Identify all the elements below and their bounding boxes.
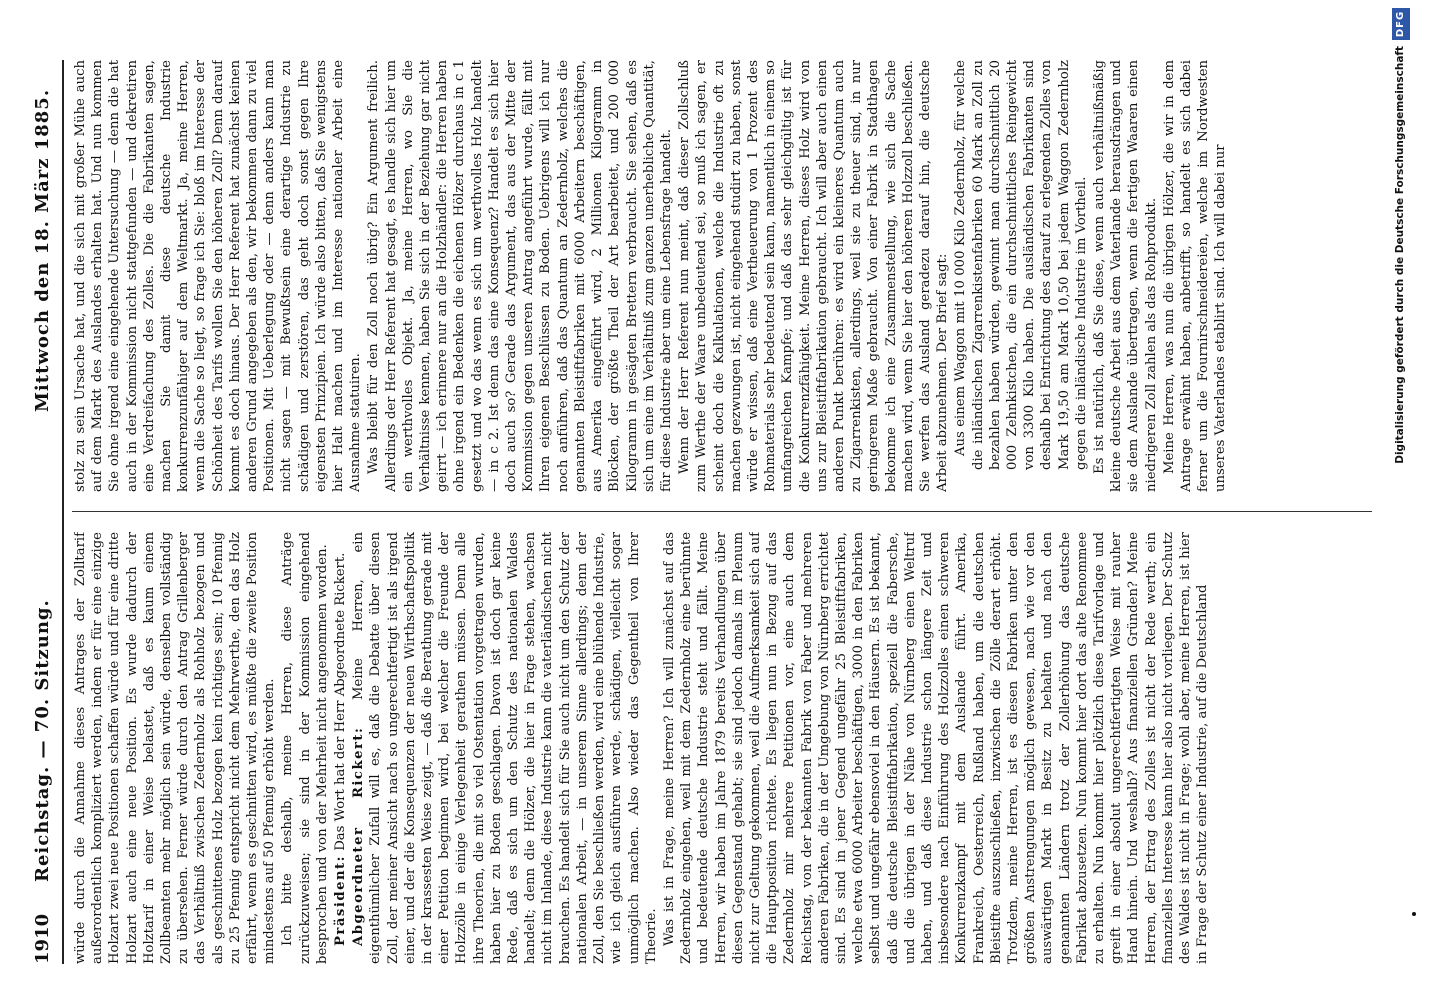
- header-rule: [62, 60, 64, 964]
- paragraph: [952, 60, 1090, 470]
- paragraph: [350, 532, 660, 964]
- paragraph-text: Wenn der Herr Referent nun meint, daß dieser Zollschluß zum Werthe der Waare unbedeutend sei, so muß ich sagen, er scheint doch die Kalkulationen, welche die Industrie oft zu machen gezwungen ist, nicht eingehend studirt zu haben, sonst würde er wissen, daß eine Vertheuerung von 1 Prozent des Rohmaterials sehr bedeutend sein kann, namentlich in einem so umfangreichen Kampfe; und daß das sehr gleichgültig ist für die Konkurrenzfähigkeit. Meine Herren, dieses Holz wird von uns zur Bleistiftfabrikation gebraucht. Ich will aber auch einen anderen Punkt berühren: es wird ein kleineres Quantum auch zu Zigarrenkisten, allerdings, weil sie zu theuer sind, in nur geringerem Maße gebraucht. Von einer Fabrik in Stadthagen bekomme ich eine Zusammenstellung, wie sich die Sache machen wird, wenn Sie hier den höheren Holzzoll beschließen. Sie werfen das Ausland geradezu darauf hin, die deutsche Arbeit abzunehmen. Der Brief sagt:: [677, 60, 951, 492]
- header-right-title: Mittwoch den 18. März 1885.: [32, 88, 53, 412]
- dfg-logo: DFG: [1392, 8, 1410, 40]
- paragraph: [332, 532, 349, 964]
- paragraph: [1091, 60, 1160, 492]
- speaker-name: Abgeordneter Rickert:: [351, 726, 367, 946]
- paragraph-text: Meine Herren, ein eigenthümlicher Zufall will es, daß die Debatte über diesen Zoll, der meiner Ansicht nach so ungerechtfertigt ist als irgend einer, und der die Konsequenzen der neuen Wirthschaftspolitik in der krassesten Weise zeigt, — daß die Berathung gerade mit einer Petition beginnen wird, bei welcher die Freunde der Holzzölle in einige Verlegenheit gerathen müssen. Denn alle ihre Theorien, die mit so viel Ostentation vorgetragen wurden, haben hier zu Boden geschlagen. Davon ist doch gar keine Rede, daß es sich um den Schutz des nationalen Waldes handelt; denn die Hölzer, die hier in Frage stehen, wachsen nicht im Inlande, diese Industrie kann die vaterländischen nicht brauchen. Es handelt sich für Sie auch nicht um den Schutz der nationalen Arbeit, — in unserem Sinne allerdings; denn der Zoll, den Sie beschließen werden, wird eine blühende Industrie, wie ich gleich ausführen werde, schädigen, vielleicht sogar unmöglich machen. Also wieder das Gegentheil von Ihrer Theorie.: [351, 532, 659, 964]
- paragraph: [72, 60, 364, 492]
- page-header: [32, 60, 58, 964]
- paragraph-text: Was ist in Frage, meine Herren? Ich will zunächst auf das Zedernholz eingehen, weil mit dem Zedernholz eine berühmte und bedeutende deutsche Industrie steht und fällt. Meine Herren, wir haben im Jahre 1879 bereits Verhandlungen über diesen Gegenstand gehabt; sie sind jedoch damals im Plenum nicht zur Geltung gekommen, weil die Aufmerksamkeit sich auf die Hauptposition richtete. Es liegen nun in Bezug auf das Zedernholz mir mehrere Petitionen vor, eine auch dem Reichstag, von der bekannten Fabrik von Faber und mehreren anderen Fabriken, die in der Umgebung von Nürnberg errichtet sind. Es sind in jener Gegend ungefähr 25 Bleistiftfabriken, welche etwa 6000 Arbeiter beschäftigen, 3000 in den Fabriken selbst und ungefähr ebensoviel in den Häusern. Es ist bekannt, daß die deutsche Bleistiftfabrikation, speziell die Fabersche, und die übrigen in der Nähe von Nürnberg einen Weltruf haben, und daß diese Industrie schon längere Zeit und insbesondere nach Einführung des Holzzolles einen schweren Konkurrenzkampf mit dem Auslande führt. Amerika, Frankreich, Oesterreich, Rußland haben, um die deutschen Bleistifte auszuschließen, inzwischen die Zölle derart erhöht. Trotzdem, meine Herren, ist es diesen Fabriken unter den größten Anstrengungen möglich gewesen, nach wie vor den auswärtigen Markt in Besitz zu behalten und nach den genannten Ländern trotz der Zollerhöhung das deutsche Fabrikat abzusetzen. Nun kommt hier dort das alte Renommee zu erhalten. Nun kommt hier plötzlich diese Tarifvorlage und greift in einer absolut ungerechtfertigten Weise mit rauher Hand hinein. Und weshalb? Aus finanziellen Gründen? Meine Herren, der Ertrag des Zolles ist nicht der Rede werth; ein finanzielles Interesse kann hier also nicht vorliegen. Der Schutz des Waldes ist nicht in Frage; wohl aber, meine Herren, ist hier in Frage der Schutz einer Industrie, auf die Deutschland: [661, 532, 1211, 964]
- stamp-text: Digitalisierung gefördert durch die Deutsche Forschungsgemeinschaft: [1394, 46, 1406, 464]
- paragraph-text: stolz zu sein Ursache hat, und die sich mit großer Mühe auch auf dem Markt des Auslandes erhalten hat. Und nun kommen Sie ohne irgend eine eingehende Untersuchung — denn die hat auch in der Kommission nicht stattgefunden — und dekretiren eine Verdreifachung des Zolles. Die die Fabrikanten sagen, machen Sie damit diese deutsche Industrie konkurrenzunfähiger auf dem Weltmarkt. Ja, meine Herren, wenn die Sache so liegt, so frage ich Sie: bloß im Interesse der Schönheit des Tarifs wollen Sie den höheren Zoll? Denn darauf kommt es doch hinaus. Der Herr Referent hat zunächst keinen anderen Grund angegeben als den, wir bekommen dann zu viel Positionen. Mit Ueberlegung oder — denn anders kann man nicht sagen — mit Bewußtsein eine derartige Industrie zu schädigen und zerstören, das geht doch sonst gegen Ihre eigensten Prinzipien. Ich würde also bitten, daß Sie wenigstens hier Halt machen und im Interesse nationaler Arbeit eine Ausnahme statuiren.: [73, 60, 364, 492]
- paragraph: [279, 532, 331, 964]
- speaker-name: Präsident:: [333, 854, 349, 946]
- paragraph-text: Meine Herren, was nun die übrigen Hölzer, die wir in dem Antrage erwähnt haben, anbetrifft, so handelt es sich dabei ferner um die Fournirschneidereien, welche im Nordwesten unseres Vaterlandes etablirt sind. Ich will dabei nur: [1161, 60, 1229, 492]
- paragraph: [72, 532, 278, 964]
- header-left-title: Reichstag. — 70. Sitzung.: [32, 599, 53, 882]
- paragraph-text: würde durch die Annahme dieses Antrages der Zolltarif außerordentlich kompliziert werden, indem er für eine einzige Holzart zwei neue Positionen schaffen würde und für eine dritte Holzart auch eine neue Position. Es wurde dadurch der Holztarif in einer Weise belastet, daß es kaum einem Zollbeamten mehr möglich sein würde, denselben vollständig zu übersehen. Ferner würde durch den Antrag Grillenberger das Verhältniß zwischen Zedernholz als Rohholz bezogen und als geschnittenes Holz bezogen kein richtiges sein; 10 Pfennig zu 25 Pfennig entspricht nicht dem Mehrwerthe, den das Holz erfährt, wenn es geschnitten wird, es müßte die zweite Position mindestens auf 50 Pfennig erhöht werden.: [73, 532, 278, 964]
- page-number: 1910: [32, 913, 53, 964]
- paragraph: [661, 532, 1212, 964]
- right-column: [72, 60, 1372, 492]
- paragraph: [365, 60, 675, 492]
- paragraph: [676, 60, 951, 492]
- left-column: [72, 532, 1372, 964]
- paragraph-text: Was bleibt für den Zoll noch übrig? Ein Argument freilich. Allerdings der Herr Referent hat gesagt, es handle sich hier um ein werthvolles Objekt. Ja, meine Herren, wo Sie die Verhältnisse kennen, haben Sie sich in der Beziehung gar nicht geirrt — ich erinnere nur an die Holzhändler: die Herren haben ohne irgend ein Bedenken die eichenen Hölzer durchaus in c 1 gesetzt und wo das wenn es sich um werthvolles Holz handelt — in c 2. Ist denn das eine Konsequenz? Handelt es sich hier doch auch so? Gerade das Argument, das aus der Mitte der Kommission gegen unseren Antrag angeführt wurde, fällt mit Ihren eigenen Beschlüssen zu Boden. Uebrigens will ich nur noch anführen, daß das Quantum an Zedernholz, welches die genannten Bleistiftfabriken mit 6000 Arbeitern beschäftigen, aus Amerika eingeführt wird, 2 Millionen Kilogramm in Blöcken, der größte Theil der Art bearbeitet, und 200 000 Kilogramm in gesägten Brettern verbraucht. Sie sehen, daß es sich um eine im Verhältniß zum ganzen unerhebliche Quantität, für diese Industrie aber um eine Lebensfrage handelt.: [366, 60, 674, 492]
- paragraph-text: Es ist natürlich, daß Sie diese, wenn auch verhältnißmäßig kleine deutsche Arbeit aus dem Vaterlande herausdrängen und sie dem Auslande übertragen, wenn die fertigen Waaren einen niedrigeren Zoll zahlen als das Rohprodukt.: [1091, 60, 1159, 492]
- paragraph-text: Das Wort hat der Herr Abgeordnete Rickert.: [333, 552, 349, 851]
- column-divider: [72, 511, 1372, 512]
- paragraph: [1161, 60, 1230, 492]
- paragraph-text: Ich bitte deshalb, meine Herren, diese Anträge zurückzuweisen; sie sind in der Kommission eingehend besprochen und von der Mehrheit nicht angenommen worden.: [280, 532, 330, 964]
- paragraph-text: Aus einem Waggon mit 10 000 Kilo Zedernholz, für welche die inländischen Zigarrenkistenfabriken 60 Mark an Zoll zu bezahlen haben würden, gewinnt man durchschnittlich 20 000 Zehnkistchen, die ein durchschnittliches Reingewicht von 3300 Kilo haben. Die ausländischen Fabrikanten sind deshalb bei Entrichtung des darauf zu erlegenden Zolles von Mark 19,50 am Mark 10,50 bei jedem Waggon Zedernholz gegen die inländische Industrie im Vortheil.: [953, 60, 1089, 470]
- digitization-stamp: [1392, 0, 1414, 1000]
